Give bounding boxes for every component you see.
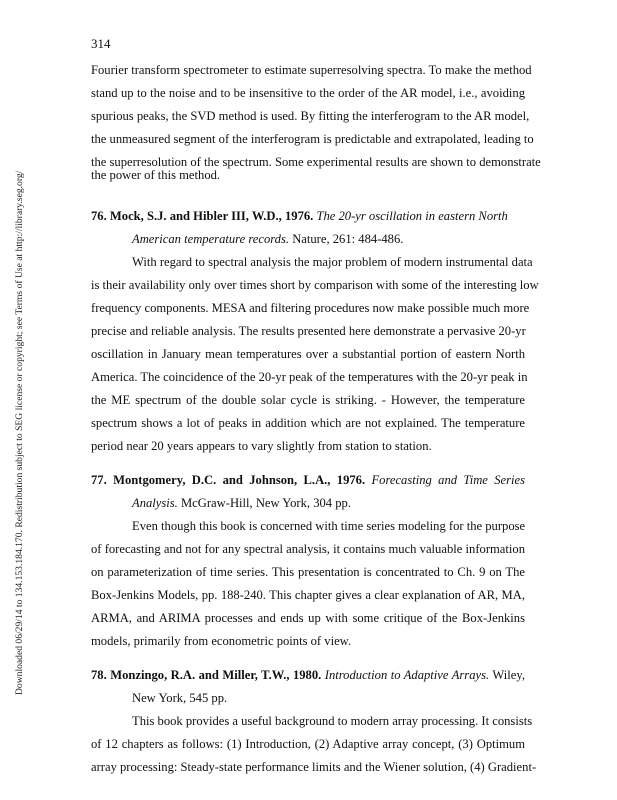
abstract-line: of 12 chapters as follows: (1) Introduction, (2) Adaptive array concept, (3) Optimum <box>91 737 525 751</box>
entry-authors: Montgomery, D.C. and Johnson, L.A., 1976. <box>113 473 366 487</box>
reference-heading <box>91 473 525 487</box>
page-number: 314 <box>91 36 111 51</box>
entry-number: 76. <box>91 209 107 223</box>
abstract-line: models, primarily from econometric points of view. <box>91 634 352 648</box>
abstract-line: on parameterization of time series. This presentation is concentrated to Ch. 9 on The <box>91 565 525 579</box>
entry-source: Wiley, <box>492 668 525 682</box>
paragraph-line: the power of this method. <box>91 168 221 182</box>
entry-number: 77. <box>91 473 107 487</box>
reference-heading <box>91 668 525 682</box>
abstract-line: spectrum shows a lot of peaks in addition which are not explained. The temperature <box>91 416 525 430</box>
abstract-line: With regard to spectral analysis the major problem of modern instrumental data <box>132 255 533 269</box>
abstract-line: is their availability only over times short by comparison with some of the interesting low <box>91 278 539 292</box>
entry-number: 78. <box>91 668 107 682</box>
abstract-line: the ME spectrum of the double solar cycle is striking. - However, the temperature <box>91 393 525 407</box>
download-notice: Downloaded 06/29/14 to 134.153.184.170. Redistribution subject to SEG license or copyright; see Terms of Use at http://library.seg.org/ <box>14 170 25 695</box>
abstract-line: Box-Jenkins Models, pp. 188-240. This chapter gives a clear explanation of AR, MA, <box>91 588 525 602</box>
paragraph-line: the unmeasured segment of the interferogram is predictable and extrapolated, leading to <box>91 132 534 146</box>
entry-authors: Mock, S.J. and Hibler III, W.D., 1976. <box>109 209 314 223</box>
entry-title: American temperature records. <box>132 232 290 246</box>
abstract-line: Even though this book is concerned with time series modeling for the purpose <box>132 519 526 533</box>
abstract-line: precise and reliable analysis. The results presented here demonstrate a pervasive 20-yr <box>91 324 526 338</box>
entry-title: Analysis. <box>132 496 178 510</box>
paragraph-line: Fourier transform spectrometer to estimate superresolving spectra. To make the method <box>91 63 532 77</box>
entry-source: Nature, 261: 484-486. <box>292 232 404 246</box>
entry-title: Forecasting and Time Series <box>371 473 525 487</box>
entry-source: McGraw-Hill, New York, 304 pp. <box>180 496 351 510</box>
abstract-line: array processing: Steady-state performance limits and the Wiener solution, (4) Gradient- <box>91 760 537 774</box>
abstract-line: ARMA, and ARIMA processes and ends up with some critique of the Box-Jenkins <box>91 611 525 625</box>
entry-title: Introduction to Adaptive Arrays. <box>324 668 490 682</box>
abstract-line: frequency components. MESA and filtering procedures now make possible much more <box>91 301 530 315</box>
paragraph-line: spurious peaks, the SVD method is used. By fitting the interferogram to the AR model, <box>91 109 530 123</box>
abstract-line: period near 20 years appears to vary slightly from station to station. <box>91 439 432 453</box>
reference-heading-continued <box>132 232 403 246</box>
abstract-line: oscillation in January mean temperatures over a substantial portion of eastern North <box>91 347 525 361</box>
entry-source: New York, 545 pp. <box>132 691 228 705</box>
entry-title: The 20-yr oscillation in eastern North <box>316 209 508 223</box>
paragraph-line: stand up to the noise and to be insensitive to the order of the AR model, i.e., avoiding <box>91 86 525 100</box>
abstract-line: of forecasting and not for any spectral analysis, it contains much valuable information <box>91 542 525 556</box>
paragraph-line: the superresolution of the spectrum. Some experimental results are shown to demonstrate <box>91 155 541 169</box>
reference-heading <box>91 209 508 223</box>
abstract-line: America. The coincidence of the 20-yr peak of the temperatures with the 20-yr peak in <box>91 370 528 384</box>
entry-authors: Monzingo, R.A. and Miller, T.W., 1980. <box>110 668 322 682</box>
reference-heading-continued <box>132 496 351 510</box>
abstract-line: This book provides a useful background to modern array processing. It consists <box>132 714 533 728</box>
